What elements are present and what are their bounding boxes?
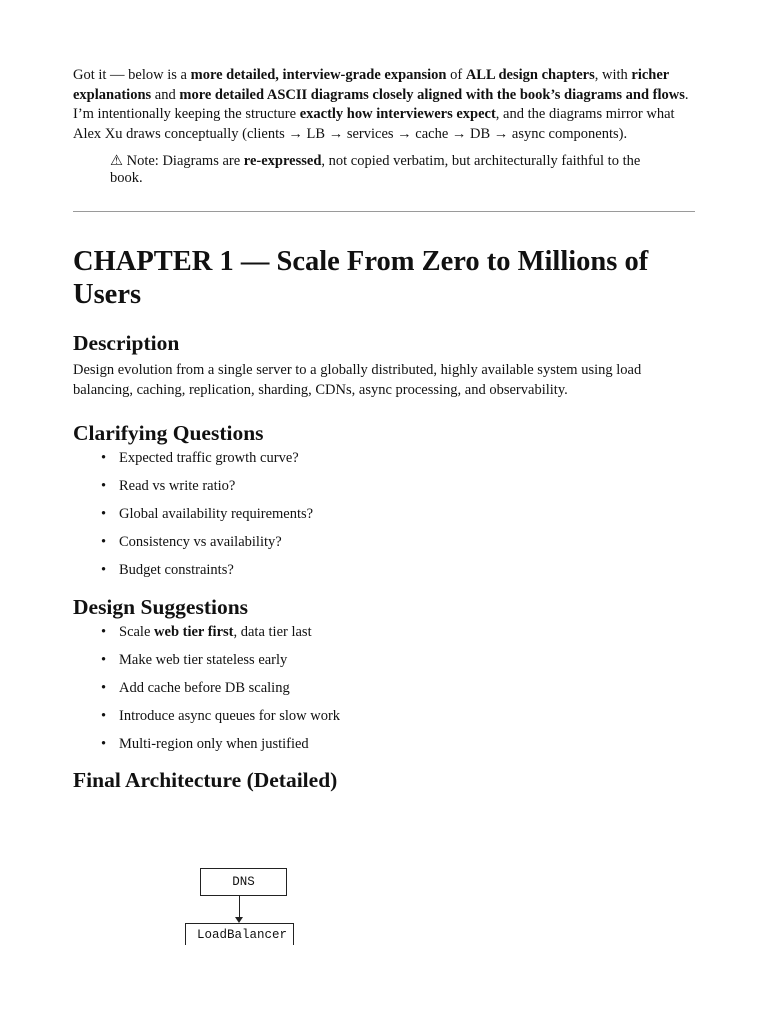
bullet-icon: • xyxy=(101,680,107,696)
note-bold: re-expressed xyxy=(243,153,322,169)
intro-bold: ALL design chapters xyxy=(465,67,595,83)
list-item-bold: web tier first xyxy=(154,624,234,640)
architecture-diagram xyxy=(73,866,695,1011)
note-text: , not copied verbatim, but architecturally faithful to the book. xyxy=(110,153,641,186)
list-item xyxy=(73,623,695,642)
suggestions-list xyxy=(73,623,695,754)
list-item xyxy=(73,449,695,468)
document-page xyxy=(73,66,695,793)
load-balancer-box xyxy=(185,923,294,945)
list-item-text: Make web tier stateless early xyxy=(119,652,288,668)
intro-paragraph xyxy=(73,66,695,105)
bullet-icon: • xyxy=(101,562,107,578)
list-item xyxy=(73,735,695,754)
intro-text: . xyxy=(684,86,689,103)
list-item xyxy=(73,477,695,496)
intro-text: of xyxy=(446,67,466,83)
bullet-icon: • xyxy=(101,534,107,550)
dns-box xyxy=(200,868,287,896)
description-text: Design evolution from a single server to a globally distributed, highly available system using load balancing, caching, replication, sharding, CDNs, async processing, and observability. xyxy=(73,362,642,398)
bullet-icon: • xyxy=(101,736,107,752)
description-heading: Description xyxy=(73,331,180,355)
list-item-text: Introduce async queues for slow work xyxy=(119,708,341,724)
list-item-text: Global availability requirements? xyxy=(119,506,314,522)
list-item-text: Read vs write ratio? xyxy=(119,478,236,494)
architecture-heading: Final Architecture (Detailed) xyxy=(73,768,338,792)
intro-text: I’m intentionally keeping the structure xyxy=(73,106,300,122)
intro-paragraph-2 xyxy=(73,105,695,144)
list-item-text: Budget constraints? xyxy=(119,562,234,578)
dns-label: DNS xyxy=(232,875,255,889)
intro-text: , with xyxy=(594,67,632,83)
divider xyxy=(73,211,695,212)
list-item-text: Expected traffic growth curve? xyxy=(119,450,299,466)
list-item xyxy=(73,505,695,524)
list-item-text: , data tier last xyxy=(233,624,312,640)
bullet-icon: • xyxy=(101,506,107,522)
bullet-icon: • xyxy=(101,652,107,668)
bullet-icon: • xyxy=(101,478,107,494)
intro-bold: exactly how interviewers expect xyxy=(299,106,496,122)
intro-text: and xyxy=(151,86,180,103)
chapter-title: CHAPTER 1 — Scale From Zero to Millions of Users xyxy=(73,246,649,310)
intro-text: Got it — below is a xyxy=(73,67,191,83)
list-item-text: Scale xyxy=(119,624,155,640)
note-blockquote xyxy=(110,153,670,187)
list-item xyxy=(73,707,695,726)
intro-bold: richer explanations xyxy=(73,67,669,103)
intro-bold: more detailed, interview-grade expansion xyxy=(190,67,447,83)
list-item xyxy=(73,679,695,698)
note-text: ⚠ Note: Diagrams are xyxy=(110,153,244,169)
intro-text: , and the diagrams mirror what Alex Xu draws conceptually (clients → LB → services → cache → DB → async components). xyxy=(73,106,675,142)
list-item-text: Consistency vs availability? xyxy=(119,534,282,550)
connector-line xyxy=(239,896,240,917)
bullet-icon: • xyxy=(101,450,107,466)
intro-bold: more detailed ASCII diagrams closely aligned with the book’s diagrams and flows xyxy=(179,86,685,103)
list-item xyxy=(73,561,695,580)
list-item-text: Add cache before DB scaling xyxy=(119,680,290,696)
list-item-text: Multi-region only when justified xyxy=(119,736,309,752)
list-item xyxy=(73,533,695,552)
bullet-icon: • xyxy=(101,708,107,724)
load-balancer-label: LoadBalancer xyxy=(197,927,288,942)
bullet-icon: • xyxy=(101,624,107,640)
questions-heading: Clarifying Questions xyxy=(73,421,264,445)
suggestions-heading: Design Suggestions xyxy=(73,595,249,619)
list-item xyxy=(73,651,695,670)
questions-list xyxy=(73,449,695,580)
